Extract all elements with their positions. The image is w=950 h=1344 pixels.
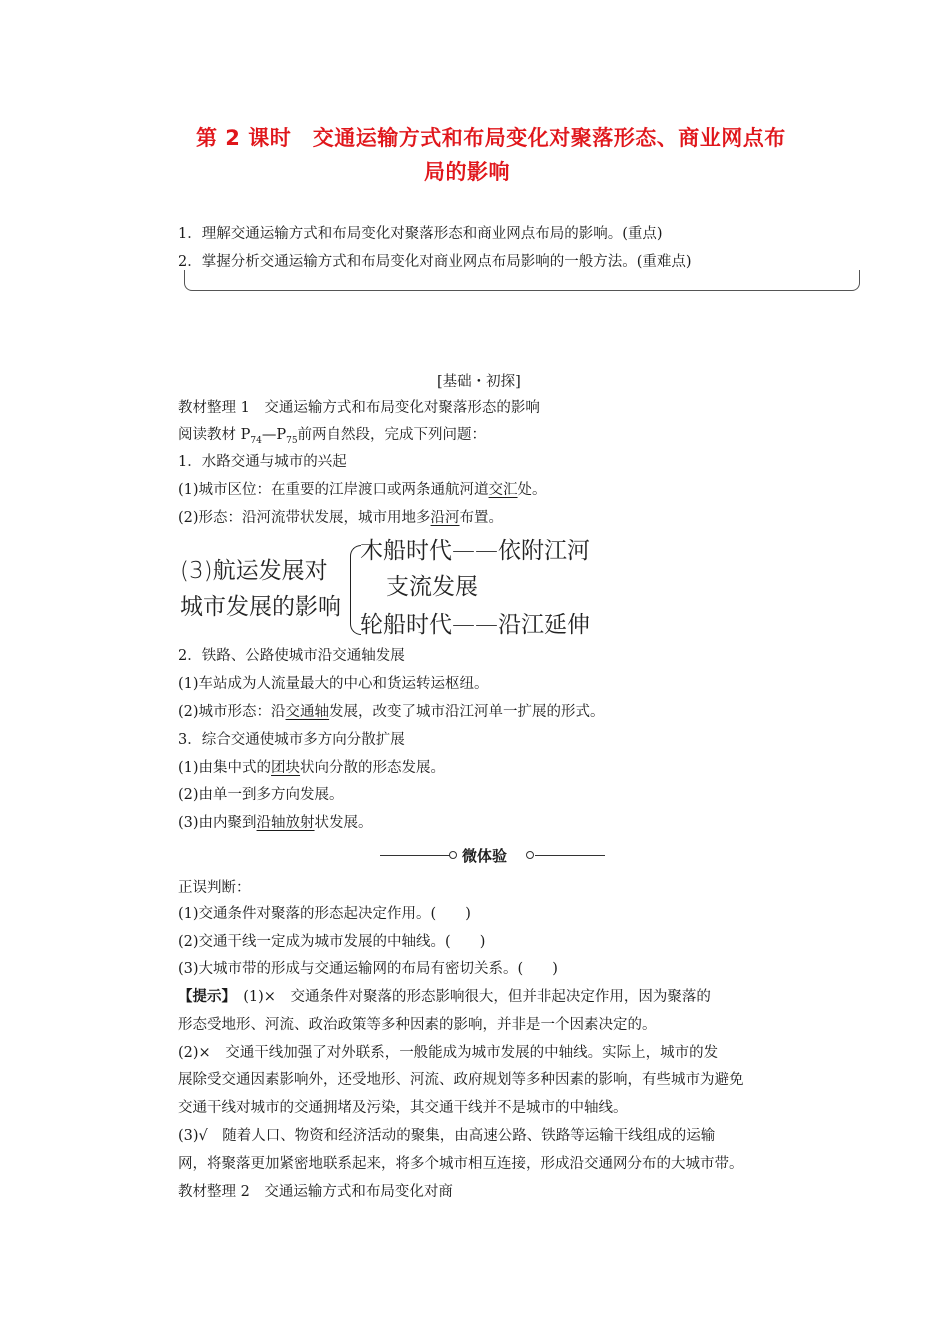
section-1-item-1 bbox=[178, 480, 547, 500]
section-3-title: 3．综合交通使城市多方向分散扩展 bbox=[178, 732, 405, 748]
section-3-item-2: (2)由单一到多方向发展。 bbox=[178, 787, 344, 803]
material-2-heading: 教材整理 2 交通运输方式和布局变化对商 bbox=[178, 1184, 453, 1200]
answer-1-text: (1)× 交通条件对聚落的形态影响很大，但并非起决定作用，因为聚落的 bbox=[228, 989, 711, 1005]
material-1-intro bbox=[178, 425, 486, 451]
s1-2-tail: 布置。 bbox=[459, 510, 504, 526]
s3-1-answer: 团块 bbox=[271, 760, 301, 776]
diagram-right-line-2: 支流发展 bbox=[386, 574, 478, 600]
s1-2-text: (2)形态：沿河流带状发展，城市用地多 bbox=[178, 510, 431, 526]
section-3-item-3 bbox=[178, 813, 373, 833]
divider-right-line bbox=[535, 855, 605, 856]
diagram-left-line-1: (3)航运发展对 bbox=[180, 558, 328, 584]
page-title-line-1: 第 2 课时 交通运输方式和布局变化对聚落形态、商业网点布 bbox=[196, 126, 786, 150]
goal-1: 1．理解交通运输方式和布局变化对聚落形态和商业网点布局的影响。(重点) bbox=[178, 226, 663, 242]
answer-3-line-1: (3)√ 随着人口、物资和经济活动的聚集，由高速公路、铁路等运输干线组成的运输 bbox=[178, 1128, 716, 1144]
intro-mid: —P bbox=[261, 427, 287, 443]
section-1-item-2 bbox=[178, 508, 503, 528]
section-2-item-1: (1)车站成为人流量最大的中心和货运转运枢纽。 bbox=[178, 676, 489, 692]
section-2-item-2 bbox=[178, 702, 605, 722]
section-3-item-1 bbox=[178, 758, 445, 778]
diagram-left-line-2: 城市发展的影响 bbox=[180, 594, 341, 620]
intro-page-start: 74 bbox=[250, 435, 262, 446]
answer-3-line-2: 网，将聚落更加紧密地联系起来，将多个城市相互连接，形成沿交通网分布的大城市带。 bbox=[178, 1156, 744, 1172]
answer-1-line-2: 形态受地形、河流、政治政策等多种因素的影响，并非是一个因素决定的。 bbox=[178, 1017, 657, 1033]
answer-1-line-1 bbox=[178, 987, 711, 1007]
hint-label: 【提示】 bbox=[178, 988, 229, 1005]
question-2: (2)交通干线一定成为城市发展的中轴线。( ) bbox=[178, 934, 486, 950]
divider-left-line bbox=[380, 855, 450, 856]
answer-2-line-2: 展除受交通因素影响外，还受地形、河流、政府规划等多种因素的影响，有些城市为避免 bbox=[178, 1072, 744, 1088]
s1-2-answer: 沿河 bbox=[430, 510, 460, 526]
question-1: (1)交通条件对聚落的形态起决定作用。( ) bbox=[178, 906, 471, 922]
answer-2-line-3: 交通干线对城市的交通拥堵及污染，其交通干线并不是城市的中轴线。 bbox=[178, 1100, 628, 1116]
s1-1-tail: 处。 bbox=[517, 482, 547, 498]
answer-2-line-1: (2)× 交通干线加强了对外联系，一般能成为城市发展的中轴线。实际上，城市的发 bbox=[178, 1045, 719, 1061]
section-1-title: 1．水路交通与城市的兴起 bbox=[178, 454, 347, 470]
diagram-right-line-3: 轮船时代——沿江延伸 bbox=[360, 612, 590, 638]
s3-3-answer: 沿轴放射 bbox=[256, 815, 315, 831]
page-title-line-2: 局的影响 bbox=[424, 160, 510, 184]
divider-left-dot bbox=[449, 851, 457, 859]
intro-prefix: 阅读教材 P bbox=[178, 427, 251, 443]
diagram-right-line-1: 木船时代——依附江河 bbox=[360, 538, 590, 564]
s3-1-tail: 状向分散的形态发展。 bbox=[300, 760, 446, 776]
section-2-title: 2．铁路、公路使城市沿交通轴发展 bbox=[178, 648, 405, 664]
intro-page-end: 75 bbox=[286, 435, 298, 446]
s2-2-tail: 发展，改变了城市沿江河单一扩展的形式。 bbox=[329, 704, 605, 720]
s3-1-text: (1)由集中式的 bbox=[178, 760, 272, 776]
s2-2-text: (2)城市形态：沿 bbox=[178, 704, 286, 720]
material-1-heading: 教材整理 1 交通运输方式和布局变化对聚落形态的影响 bbox=[178, 400, 540, 416]
s1-1-text: (1)城市区位：在重要的江岸渡口或两条通航河道 bbox=[178, 482, 489, 498]
judge-label: 正误判断： bbox=[178, 880, 251, 896]
section-tag: [基础・初探] bbox=[437, 374, 521, 390]
s1-1-answer: 交汇 bbox=[488, 482, 518, 498]
question-3: (3)大城市带的形成与交通运输网的布局有密切关系。( ) bbox=[178, 961, 558, 977]
goal-2: 2．掌握分析交通运输方式和布局变化对商业网点布局影响的一般方法。(重难点) bbox=[178, 254, 692, 270]
s3-3-tail: 状发展。 bbox=[314, 815, 373, 831]
s3-3-text: (3)由内聚到 bbox=[178, 815, 257, 831]
divider-right-dot bbox=[526, 851, 534, 859]
goals-box-border bbox=[184, 270, 860, 291]
micro-label: 微体验 bbox=[462, 847, 508, 865]
s2-2-answer: 交通轴 bbox=[285, 704, 330, 720]
intro-suffix: 前两自然段，完成下列问题： bbox=[297, 427, 487, 443]
